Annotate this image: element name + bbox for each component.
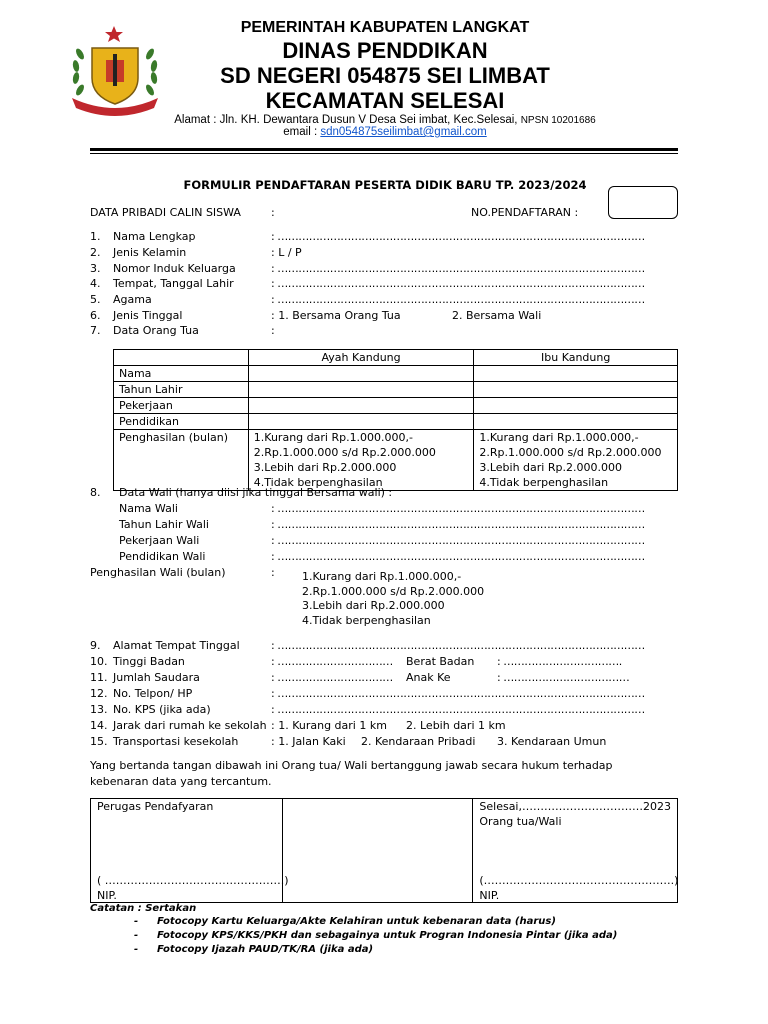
guardian-income-colon: : [271, 566, 275, 579]
blank-cell [283, 799, 473, 903]
section-label: DATA PRIBADI CALIN SISWA [90, 206, 241, 219]
officer-signature-cell[interactable] [91, 799, 289, 903]
item-label: Alamat Tempat Tinggal [113, 639, 240, 652]
place-date: Selesai,……………………………2023 [479, 800, 671, 813]
letterhead-line3: SD NEGERI 054875 SEI LIMBAT [220, 63, 550, 88]
letterhead-email [150, 125, 620, 139]
note-dash: - [134, 916, 139, 927]
father-income-cell[interactable] [248, 430, 474, 491]
item-num: 8. [90, 486, 101, 499]
mother-header: Ibu Kandung [474, 350, 678, 366]
item-label: Nomor Induk Keluarga [113, 262, 236, 275]
item-num: 3. [90, 262, 101, 275]
income-option: 3.Lebih dari Rp.2.000.000 [479, 461, 622, 474]
distance-option-1[interactable]: : 1. Kurang dari 1 km [271, 719, 387, 732]
father-education-cell[interactable] [248, 414, 474, 430]
item-label: Tempat, Tanggal Lahir [113, 277, 234, 290]
table-row [114, 366, 678, 382]
guardian-income-label: Penghasilan Wali (bulan) [90, 566, 226, 579]
item-label: Transportasi kesekolah [113, 735, 239, 748]
parent-label: Orang tua/Wali [479, 815, 562, 828]
income-option: 4.Tidak berpenghasilan [253, 476, 383, 489]
row-label: Pendidikan [114, 414, 249, 430]
table-row [114, 382, 678, 398]
father-birth-year-cell[interactable] [248, 382, 474, 398]
item-num: 1. [90, 230, 101, 243]
note-item: Fotocopy Kartu Keluarga/Akte Kelahiran untuk kebenaran data (harus) [157, 916, 556, 927]
item-label: Agama [113, 293, 152, 306]
table-row [114, 414, 678, 430]
religion-field[interactable]: : …………………………………………………………………………………………… [271, 293, 645, 306]
mother-income-cell[interactable] [474, 430, 678, 491]
income-option: 3.Lebih dari Rp.2.000.000 [253, 461, 397, 474]
notes-title: Catatan : Sertakan [90, 903, 197, 914]
item-label: No. KPS (jika ada) [113, 703, 211, 716]
guardian-income-option[interactable]: 3.Lebih dari Rp.2.000.000 [302, 599, 445, 612]
signature-row [91, 799, 678, 903]
family-id-field[interactable]: : …………………………………………………………………………………………… [271, 262, 645, 275]
transport-option-3[interactable]: 3. Kendaraan Umun [497, 735, 607, 748]
email-link[interactable]: sdn054875seilimbat@gmail.com [320, 126, 487, 138]
phone-field[interactable]: : …………………………………………………………………………………………… [271, 687, 645, 700]
item-label: Nama Lengkap [113, 230, 196, 243]
father-header: Ayah Kandung [248, 350, 474, 366]
statement-line: Yang bertanda tangan dibawah ini Orang tua/ Wali bertanggung jawab secara hukum terhadap [90, 759, 613, 772]
registration-number-box[interactable] [608, 186, 678, 219]
guardian-income-option[interactable]: 1.Kurang dari Rp.1.000.000,- [302, 570, 462, 583]
letterhead-line1: PEMERINTAH KABUPATEN LANGKAT [240, 19, 530, 36]
item-label: Jenis Tinggal [113, 309, 183, 322]
address-field[interactable]: : …………………………………………………………………………………………… [271, 639, 645, 652]
guardian-field-label: Tahun Lahir Wali [119, 518, 209, 531]
item-label: Jenis Kelamin [113, 246, 187, 259]
mother-name-cell[interactable] [474, 366, 678, 382]
table-row [114, 398, 678, 414]
row-label: Nama [114, 366, 249, 382]
item-num: 7. [90, 324, 101, 337]
address-text: Alamat : Jln. KH. Dewantara Dusun V Desa Sei imbat, Kec.Selesai, [174, 114, 518, 126]
signature-table [90, 798, 678, 903]
transport-option-2[interactable]: 2. Kendaraan Pribadi [361, 735, 476, 748]
item-num: 6. [90, 309, 101, 322]
note-item: Fotocopy Ijazah PAUD/TK/RA (jika ada) [157, 944, 374, 955]
child-order-field[interactable]: : ……………………………… [497, 671, 630, 684]
guardian-income-option[interactable]: 4.Tidak berpenghasilan [302, 614, 431, 627]
guardian-income-option[interactable]: 2.Rp.1.000.000 s/d Rp.2.000.000 [302, 585, 485, 598]
kps-field[interactable]: : …………………………………………………………………………………………… [271, 703, 645, 716]
letterhead-line2: DINAS PENDDIKAN [282, 38, 488, 63]
income-option: 2.Rp.1.000.000 s/d Rp.2.000.000 [253, 446, 436, 459]
item-label: No. Telpon/ HP [113, 687, 193, 700]
mother-education-cell[interactable] [474, 414, 678, 430]
height-field[interactable]: : …………………………… [271, 655, 393, 668]
siblings-field[interactable]: : …………………………… [271, 671, 393, 684]
item-num: 10. [90, 655, 108, 668]
letterhead-divider [90, 148, 678, 151]
item-num: 2. [90, 246, 101, 259]
parents-table [113, 349, 678, 491]
guardian-field-label: Nama Wali [119, 502, 178, 515]
income-option: 1.Kurang dari Rp.1.000.000,- [253, 431, 414, 444]
item-num: 5. [90, 293, 101, 306]
item-num: 12. [90, 687, 108, 700]
item-num: 9. [90, 639, 101, 652]
guardian-job-field[interactable]: : …………………………………………………………………………………………… [271, 534, 645, 547]
guardian-field-label: Pekerjaan Wali [119, 534, 200, 547]
table-header-row [114, 350, 678, 366]
guardian-field-label: Pendidikan Wali [119, 550, 206, 563]
distance-option-2[interactable]: 2. Lebih dari 1 km [406, 719, 506, 732]
parent-signature-cell[interactable] [473, 799, 678, 903]
row-label: Tahun Lahir [114, 382, 249, 398]
npsn-text: NPSN 10201686 [520, 115, 596, 126]
item-num: 14. [90, 719, 108, 732]
officer-name-line: ( ………………………………………….) [97, 874, 289, 887]
row-label: Pekerjaan [114, 398, 249, 414]
note-dash: - [134, 944, 139, 955]
item-num: 4. [90, 277, 101, 290]
father-job-cell[interactable] [248, 398, 474, 414]
item-num: 11. [90, 671, 108, 684]
income-option: 4.Tidak berpenghasilan [479, 476, 609, 489]
item-label: Jarak dari rumah ke sekolah [113, 719, 267, 732]
officer-label: Perugas Pendafyaran [97, 800, 214, 813]
mother-birth-year-cell[interactable] [474, 382, 678, 398]
weight-field[interactable]: : ……………………………. [497, 655, 622, 668]
item-num: 15. [90, 735, 108, 748]
item-num: 13. [90, 703, 108, 716]
form-title: FORMULIR PENDAFTARAN PESERTA DIDIK BARU TP. 2023/2024 [183, 178, 587, 192]
item-colon: : [271, 324, 275, 337]
mother-job-cell[interactable] [474, 398, 678, 414]
gender-field[interactable]: : L / P [271, 246, 302, 259]
letterhead-divider-thin [90, 153, 678, 154]
item-label: Berat Badan [406, 655, 475, 668]
email-label: email : [283, 126, 318, 138]
parent-nip: NIP. [479, 889, 500, 902]
officer-nip: NIP. [97, 889, 117, 902]
note-dash: - [134, 930, 139, 941]
parent-name-line: (…………………………………………….) [479, 874, 679, 887]
letterhead-line4: KECAMATAN SELESAI [265, 88, 505, 113]
full-name-field[interactable]: : …………………………………………………………………………………………… [271, 230, 645, 243]
table-row [114, 430, 678, 491]
item-label: Anak Ke [406, 671, 451, 684]
table-cell [114, 350, 249, 366]
birth-place-date-field[interactable]: : …………………………………………………………………………………………… [271, 277, 645, 290]
income-option: 2.Rp.1.000.000 s/d Rp.2.000.000 [479, 446, 662, 459]
residence-option-1[interactable]: : 1. Bersama Orang Tua [271, 309, 401, 322]
income-option: 1.Kurang dari Rp.1.000.000,- [479, 431, 639, 444]
residence-option-2[interactable]: 2. Bersama Wali [452, 309, 542, 322]
guardian-title: Data Wali (hanya diisi jika tinggal Bersama wali) : [119, 486, 393, 499]
registration-number-label: NO.PENDAFTARAN : [471, 206, 579, 219]
section-colon: : [271, 206, 275, 219]
guardian-education-field[interactable]: : …………………………………………………………………………………………… [271, 550, 645, 563]
statement-line: kebenaran data yang tercantum. [90, 775, 272, 788]
item-label: Tinggi Badan [113, 655, 185, 668]
father-name-cell[interactable] [248, 366, 474, 382]
item-label: Data Orang Tua [113, 324, 199, 337]
note-item: Fotocopy KPS/KKS/PKH dan sebagainya untuk Progran Indonesia Pintar (jika ada) [157, 930, 618, 941]
guardian-birth-year-field[interactable]: : …………………………………………………………………………………………… [271, 518, 645, 531]
row-label: Penghasilan (bulan) [114, 430, 249, 491]
transport-option-1[interactable]: : 1. Jalan Kaki [271, 735, 346, 748]
item-label: Jumlah Saudara [113, 671, 200, 684]
guardian-name-field[interactable]: : …………………………………………………………………………………………… [271, 502, 645, 515]
